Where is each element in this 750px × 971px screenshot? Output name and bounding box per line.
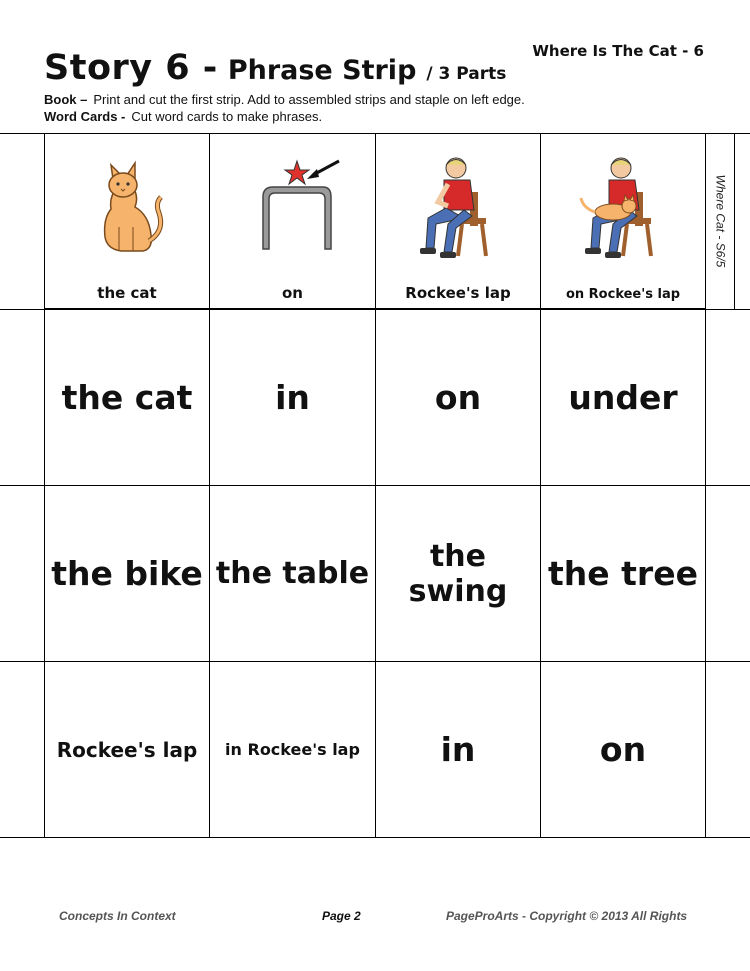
picture-label: on [282,284,303,302]
side-label: Where Cat - S6/5 [713,174,728,268]
word-card: on [375,309,541,486]
picture-card-on [209,133,376,309]
instruction-cards [44,109,322,124]
word-card: under [540,309,706,486]
instruction-cards-label: Word Cards - [44,109,126,124]
footer-left: Concepts In Context [59,909,176,923]
instruction-cards-text: Cut word cards to make phrases. [131,109,323,124]
picture-label: the cat [97,284,157,302]
on-arrow-icon [210,144,375,269]
word-card: the bike [44,485,210,662]
word-card: on [540,661,706,838]
picture-card-on-rockee-lap [540,133,706,309]
title-main: Story 6 - [44,48,218,88]
word-card: in [209,309,376,486]
word-card: the cat [44,309,210,486]
picture-label: Rockee's lap [405,284,511,302]
picture-card-rockee-lap [375,133,541,309]
instruction-book [44,92,525,107]
word-card: Rockee's lap [44,661,210,838]
boy-with-cat-icon [541,144,705,269]
page-title [44,48,506,88]
word-card: in Rockee's lap [209,661,376,838]
footer-page-number: Page 2 [322,909,361,923]
instruction-book-label: Book – [44,92,88,107]
strip-edge-line [734,133,735,309]
cat-icon [45,144,209,269]
footer-copyright: PageProArts - Copyright © 2013 All Rights [446,909,688,923]
header-top-right: Where Is The Cat - 6 [532,42,704,60]
title-parts: / 3 Parts [426,64,507,84]
title-sub: Phrase Strip [227,55,417,86]
word-card: the tree [540,485,706,662]
instruction-book-text: Print and cut the first strip. Add to assembled strips and staple on left edge. [93,92,525,107]
word-card: the swing [375,485,541,662]
word-card: the table [209,485,376,662]
boy-sitting-icon [376,144,540,269]
word-card: in [375,661,541,838]
picture-card-cat [44,133,210,309]
picture-label: on Rockee's lap [565,287,681,302]
